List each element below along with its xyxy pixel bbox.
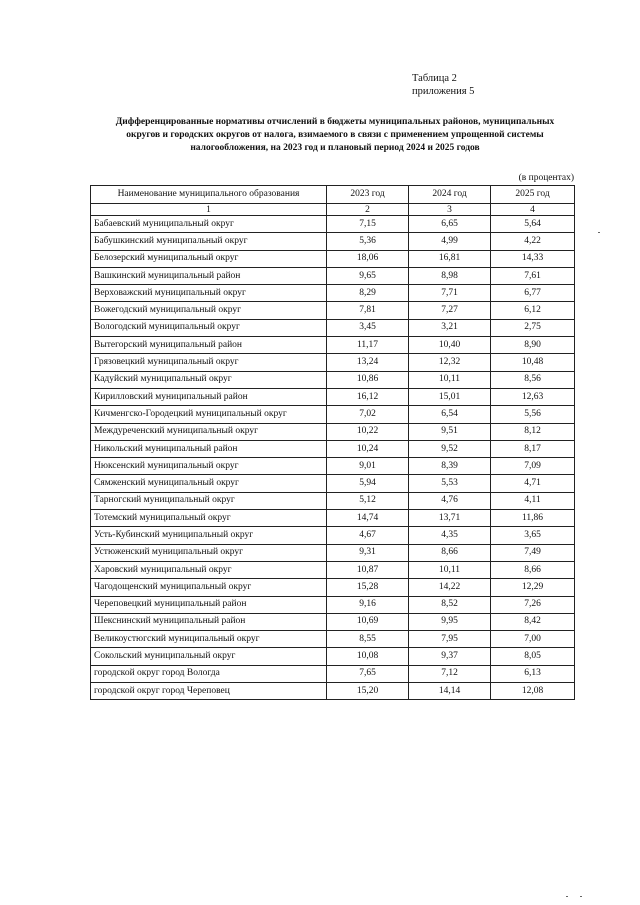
table-row <box>91 510 575 527</box>
value-2025-cell: 8,56 <box>491 371 575 388</box>
value-2024-cell: 9,51 <box>409 423 491 440</box>
value-2023-cell: 9,31 <box>327 544 409 561</box>
value-2024-cell: 9,37 <box>409 648 491 665</box>
municipality-name-cell: Сокольский муниципальный округ <box>91 648 327 665</box>
municipality-name-cell: Кадуйский муниципальный округ <box>91 371 327 388</box>
table-row <box>91 579 575 596</box>
municipality-name-cell: городской округ город Череповец <box>91 683 327 700</box>
scan-speck <box>566 896 568 897</box>
municipality-name-cell: Харовский муниципальный округ <box>91 561 327 578</box>
value-2024-cell: 6,65 <box>409 216 491 233</box>
value-2024-cell: 7,12 <box>409 665 491 682</box>
value-2024-cell: 7,95 <box>409 631 491 648</box>
table-row <box>91 285 575 302</box>
value-2023-cell: 3,45 <box>327 319 409 336</box>
value-2024-cell: 9,52 <box>409 440 491 457</box>
value-2024-cell: 14,14 <box>409 683 491 700</box>
municipality-name-cell: Великоустюгский муниципальный округ <box>91 631 327 648</box>
municipality-name-cell: Чагодощенский муниципальный округ <box>91 579 327 596</box>
value-2025-cell: 6,13 <box>491 665 575 682</box>
appendix-header <box>412 72 474 98</box>
value-2023-cell: 15,28 <box>327 579 409 596</box>
value-2024-cell: 10,11 <box>409 561 491 578</box>
value-2025-cell: 7,00 <box>491 631 575 648</box>
value-2023-cell: 10,24 <box>327 440 409 457</box>
value-2023-cell: 7,65 <box>327 665 409 682</box>
value-2023-cell: 16,12 <box>327 388 409 405</box>
municipality-name-cell: Вологодский муниципальный округ <box>91 319 327 336</box>
table-row <box>91 319 575 336</box>
table-row <box>91 596 575 613</box>
value-2023-cell: 10,22 <box>327 423 409 440</box>
municipality-name-cell: Бабушкинский муниципальный округ <box>91 233 327 250</box>
value-2025-cell: 4,71 <box>491 475 575 492</box>
value-2023-cell: 4,67 <box>327 527 409 544</box>
table-row <box>91 527 575 544</box>
value-2025-cell: 4,22 <box>491 233 575 250</box>
municipality-name-cell: Тотемский муниципальный округ <box>91 510 327 527</box>
municipality-name-cell: Сямженский муниципальный округ <box>91 475 327 492</box>
municipality-name-cell: Усть-Кубинский муниципальный округ <box>91 527 327 544</box>
table-row <box>91 250 575 267</box>
value-2025-cell: 7,09 <box>491 458 575 475</box>
municipality-name-cell: Тарногский муниципальный округ <box>91 492 327 509</box>
value-2025-cell: 7,26 <box>491 596 575 613</box>
municipality-name-cell: Никольский муниципальный район <box>91 440 327 457</box>
municipality-name-cell: Череповецкий муниципальный район <box>91 596 327 613</box>
table-row <box>91 354 575 371</box>
value-2023-cell: 14,74 <box>327 510 409 527</box>
municipality-name-cell: городской округ город Вологда <box>91 665 327 682</box>
value-2023-cell: 5,12 <box>327 492 409 509</box>
table-row <box>91 683 575 700</box>
scan-speck <box>580 896 582 897</box>
document-title: Дифференцированные нормативы отчислений в бюджеты муниципальных районов, муниципальных округов и городских округов от налога, взимаемого в связи с применением упрощенной системы налогообложения, на 2023 год и плановый период 2024 и 2025 годов <box>115 117 555 153</box>
column-number-1: 1 <box>91 204 327 216</box>
appendix-number-label: приложения 5 <box>412 86 475 97</box>
value-2024-cell: 13,71 <box>409 510 491 527</box>
value-2023-cell: 15,20 <box>327 683 409 700</box>
value-2025-cell: 2,75 <box>491 319 575 336</box>
value-2025-cell: 12,63 <box>491 388 575 405</box>
unit-label: (в процентах) <box>518 173 574 183</box>
value-2024-cell: 10,40 <box>409 337 491 354</box>
value-2025-cell: 8,17 <box>491 440 575 457</box>
value-2024-cell: 4,35 <box>409 527 491 544</box>
value-2024-cell: 14,22 <box>409 579 491 596</box>
value-2025-cell: 12,29 <box>491 579 575 596</box>
municipality-name-cell: Вашкинский муниципальный район <box>91 267 327 284</box>
column-number-2: 2 <box>327 204 409 216</box>
value-2024-cell: 10,11 <box>409 371 491 388</box>
column-header-2023: 2023 год <box>327 186 409 204</box>
column-number-3: 3 <box>409 204 491 216</box>
value-2025-cell: 10,48 <box>491 354 575 371</box>
municipality-name-cell: Междуреченский муниципальный округ <box>91 423 327 440</box>
table-row <box>91 406 575 423</box>
table-row <box>91 561 575 578</box>
value-2025-cell: 4,11 <box>491 492 575 509</box>
value-2024-cell: 7,71 <box>409 285 491 302</box>
value-2024-cell: 8,66 <box>409 544 491 561</box>
value-2023-cell: 8,55 <box>327 631 409 648</box>
table-row <box>91 371 575 388</box>
value-2023-cell: 10,87 <box>327 561 409 578</box>
scan-speck <box>598 232 600 233</box>
table-row <box>91 302 575 319</box>
value-2024-cell: 5,53 <box>409 475 491 492</box>
municipality-name-cell: Белозерский муниципальный округ <box>91 250 327 267</box>
value-2024-cell: 12,32 <box>409 354 491 371</box>
value-2024-cell: 7,27 <box>409 302 491 319</box>
municipality-name-cell: Вожегодский муниципальный округ <box>91 302 327 319</box>
value-2025-cell: 8,42 <box>491 613 575 630</box>
value-2024-cell: 4,76 <box>409 492 491 509</box>
table-row <box>91 388 575 405</box>
value-2024-cell: 8,39 <box>409 458 491 475</box>
value-2024-cell: 9,95 <box>409 613 491 630</box>
municipality-name-cell: Кирилловский муниципальный район <box>91 388 327 405</box>
value-2023-cell: 9,16 <box>327 596 409 613</box>
value-2023-cell: 11,17 <box>327 337 409 354</box>
municipality-name-cell: Шекснинский муниципальный район <box>91 613 327 630</box>
value-2025-cell: 5,56 <box>491 406 575 423</box>
municipality-name-cell: Бабаевский муниципальный округ <box>91 216 327 233</box>
municipality-name-cell: Нюксенский муниципальный округ <box>91 458 327 475</box>
value-2024-cell: 8,98 <box>409 267 491 284</box>
value-2025-cell: 14,33 <box>491 250 575 267</box>
table-row <box>91 631 575 648</box>
value-2025-cell: 8,05 <box>491 648 575 665</box>
value-2023-cell: 18,06 <box>327 250 409 267</box>
value-2025-cell: 7,61 <box>491 267 575 284</box>
table-row <box>91 665 575 682</box>
column-header-name: Наименование муниципального образования <box>91 186 327 204</box>
value-2023-cell: 7,02 <box>327 406 409 423</box>
table-row <box>91 216 575 233</box>
value-2025-cell: 12,08 <box>491 683 575 700</box>
table-body <box>91 216 575 700</box>
table-row <box>91 492 575 509</box>
table-row <box>91 337 575 354</box>
value-2023-cell: 10,69 <box>327 613 409 630</box>
column-header-2025: 2025 год <box>491 186 575 204</box>
municipality-name-cell: Вытегорский муниципальный район <box>91 337 327 354</box>
value-2023-cell: 7,15 <box>327 216 409 233</box>
municipality-name-cell: Верховажский муниципальный округ <box>91 285 327 302</box>
value-2025-cell: 6,12 <box>491 302 575 319</box>
municipality-name-cell: Грязовецкий муниципальный округ <box>91 354 327 371</box>
column-header-2024: 2024 год <box>409 186 491 204</box>
table-row <box>91 440 575 457</box>
value-2024-cell: 16,81 <box>409 250 491 267</box>
value-2024-cell: 6,54 <box>409 406 491 423</box>
value-2025-cell: 7,49 <box>491 544 575 561</box>
table-row <box>91 458 575 475</box>
table-row <box>91 475 575 492</box>
table-header-row <box>91 186 575 204</box>
value-2023-cell: 9,01 <box>327 458 409 475</box>
table-row <box>91 267 575 284</box>
municipality-name-cell: Устюженский муниципальный округ <box>91 544 327 561</box>
column-number-row <box>91 204 575 216</box>
value-2025-cell: 11,86 <box>491 510 575 527</box>
value-2024-cell: 4,99 <box>409 233 491 250</box>
table-row <box>91 544 575 561</box>
value-2023-cell: 5,36 <box>327 233 409 250</box>
municipality-name-cell: Кичменгско-Городецкий муниципальный округ <box>91 406 327 423</box>
value-2025-cell: 8,66 <box>491 561 575 578</box>
table-row <box>91 648 575 665</box>
table-row <box>91 233 575 250</box>
value-2024-cell: 15,01 <box>409 388 491 405</box>
value-2025-cell: 8,12 <box>491 423 575 440</box>
value-2023-cell: 8,29 <box>327 285 409 302</box>
table-number-label: Таблица 2 <box>412 73 457 84</box>
value-2023-cell: 7,81 <box>327 302 409 319</box>
value-2023-cell: 10,08 <box>327 648 409 665</box>
table-row <box>91 423 575 440</box>
value-2024-cell: 8,52 <box>409 596 491 613</box>
column-number-4: 4 <box>491 204 575 216</box>
value-2025-cell: 5,64 <box>491 216 575 233</box>
value-2024-cell: 3,21 <box>409 319 491 336</box>
value-2023-cell: 10,86 <box>327 371 409 388</box>
value-2023-cell: 13,24 <box>327 354 409 371</box>
value-2025-cell: 6,77 <box>491 285 575 302</box>
value-2025-cell: 8,90 <box>491 337 575 354</box>
value-2023-cell: 9,65 <box>327 267 409 284</box>
table-row <box>91 613 575 630</box>
value-2023-cell: 5,94 <box>327 475 409 492</box>
norms-table <box>90 185 575 700</box>
value-2025-cell: 3,65 <box>491 527 575 544</box>
